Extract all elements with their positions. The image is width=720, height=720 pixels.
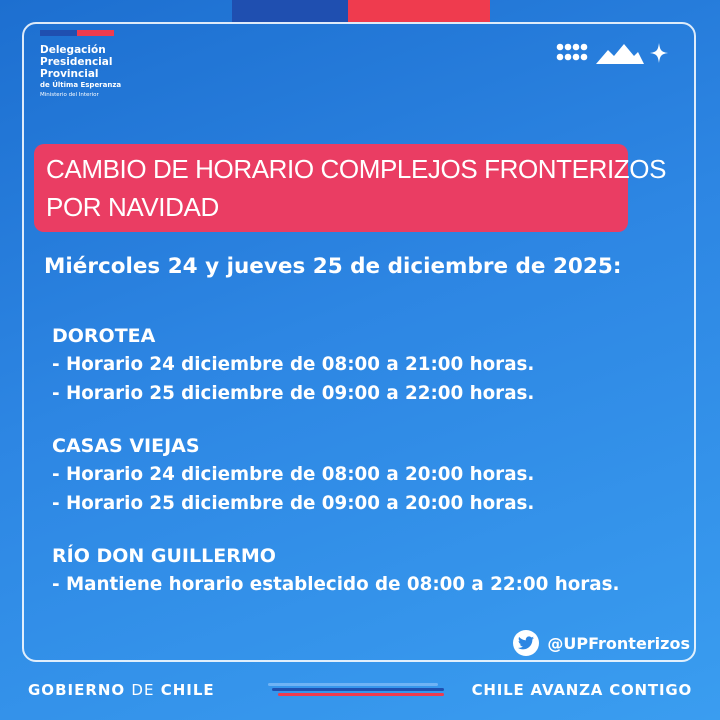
schedule-line: - Horario 24 diciembre de 08:00 a 21:00 horas. (52, 354, 535, 375)
twitter-handle-text: @UPFronterizos (547, 633, 690, 653)
star-icon (650, 43, 668, 63)
delegacion-logo (40, 30, 160, 100)
section-casas-viejas (52, 432, 692, 518)
footer-stripes-graphic (268, 682, 448, 698)
schedule-line: - Horario 25 diciembre de 09:00 a 20:00 horas. (52, 493, 535, 514)
schedule-line: - Horario 24 diciembre de 08:00 a 20:00 horas. (52, 464, 535, 485)
brand-icons (556, 42, 668, 64)
section-name: RÍO DON GUILLERMO (52, 545, 276, 567)
section-name: CASAS VIEJAS (52, 435, 200, 457)
top-stripe-red (348, 0, 490, 22)
twitter-icon (513, 630, 539, 656)
schedule-line: - Mantiene horario establecido de 08:00 a 22:00 horas. (52, 574, 620, 595)
date-subtitle: Miércoles 24 y jueves 25 de diciembre de 2025: (44, 254, 622, 279)
logo-color-bar (40, 30, 114, 36)
title-line-2: POR NAVIDAD (46, 192, 219, 222)
logo-line-3: Provincial (40, 68, 99, 80)
top-stripe-blue (232, 0, 348, 22)
dots-icon (556, 42, 590, 64)
footer-chile-avanza-contigo: CHILE AVANZA CONTIGO (471, 681, 692, 699)
footer-gobierno-de-chile (28, 681, 215, 699)
logo-line-1: Delegación (40, 44, 106, 56)
logo-line-5: Ministerio del Interior (40, 92, 99, 98)
footer-left-word-1: GOBIERNO (28, 681, 126, 699)
footer-left-word-2: DE (131, 681, 155, 699)
section-name: DOROTEA (52, 325, 156, 347)
schedule-line: - Horario 25 diciembre de 09:00 a 22:00 horas. (52, 383, 535, 404)
twitter-handle-link[interactable] (513, 630, 690, 656)
crossings-list (52, 322, 692, 623)
section-dorotea (52, 322, 692, 408)
title-box (34, 144, 667, 232)
footer-left-word-3: CHILE (160, 681, 215, 699)
logo-line-2: Presidencial (40, 56, 113, 68)
title-line-1: CAMBIO DE HORARIO COMPLEJOS FRONTERIZOS (46, 154, 667, 184)
mountains-icon (596, 42, 644, 64)
section-rio-don-guillermo (52, 542, 692, 599)
logo-line-4: de Última Esperanza (40, 81, 122, 89)
